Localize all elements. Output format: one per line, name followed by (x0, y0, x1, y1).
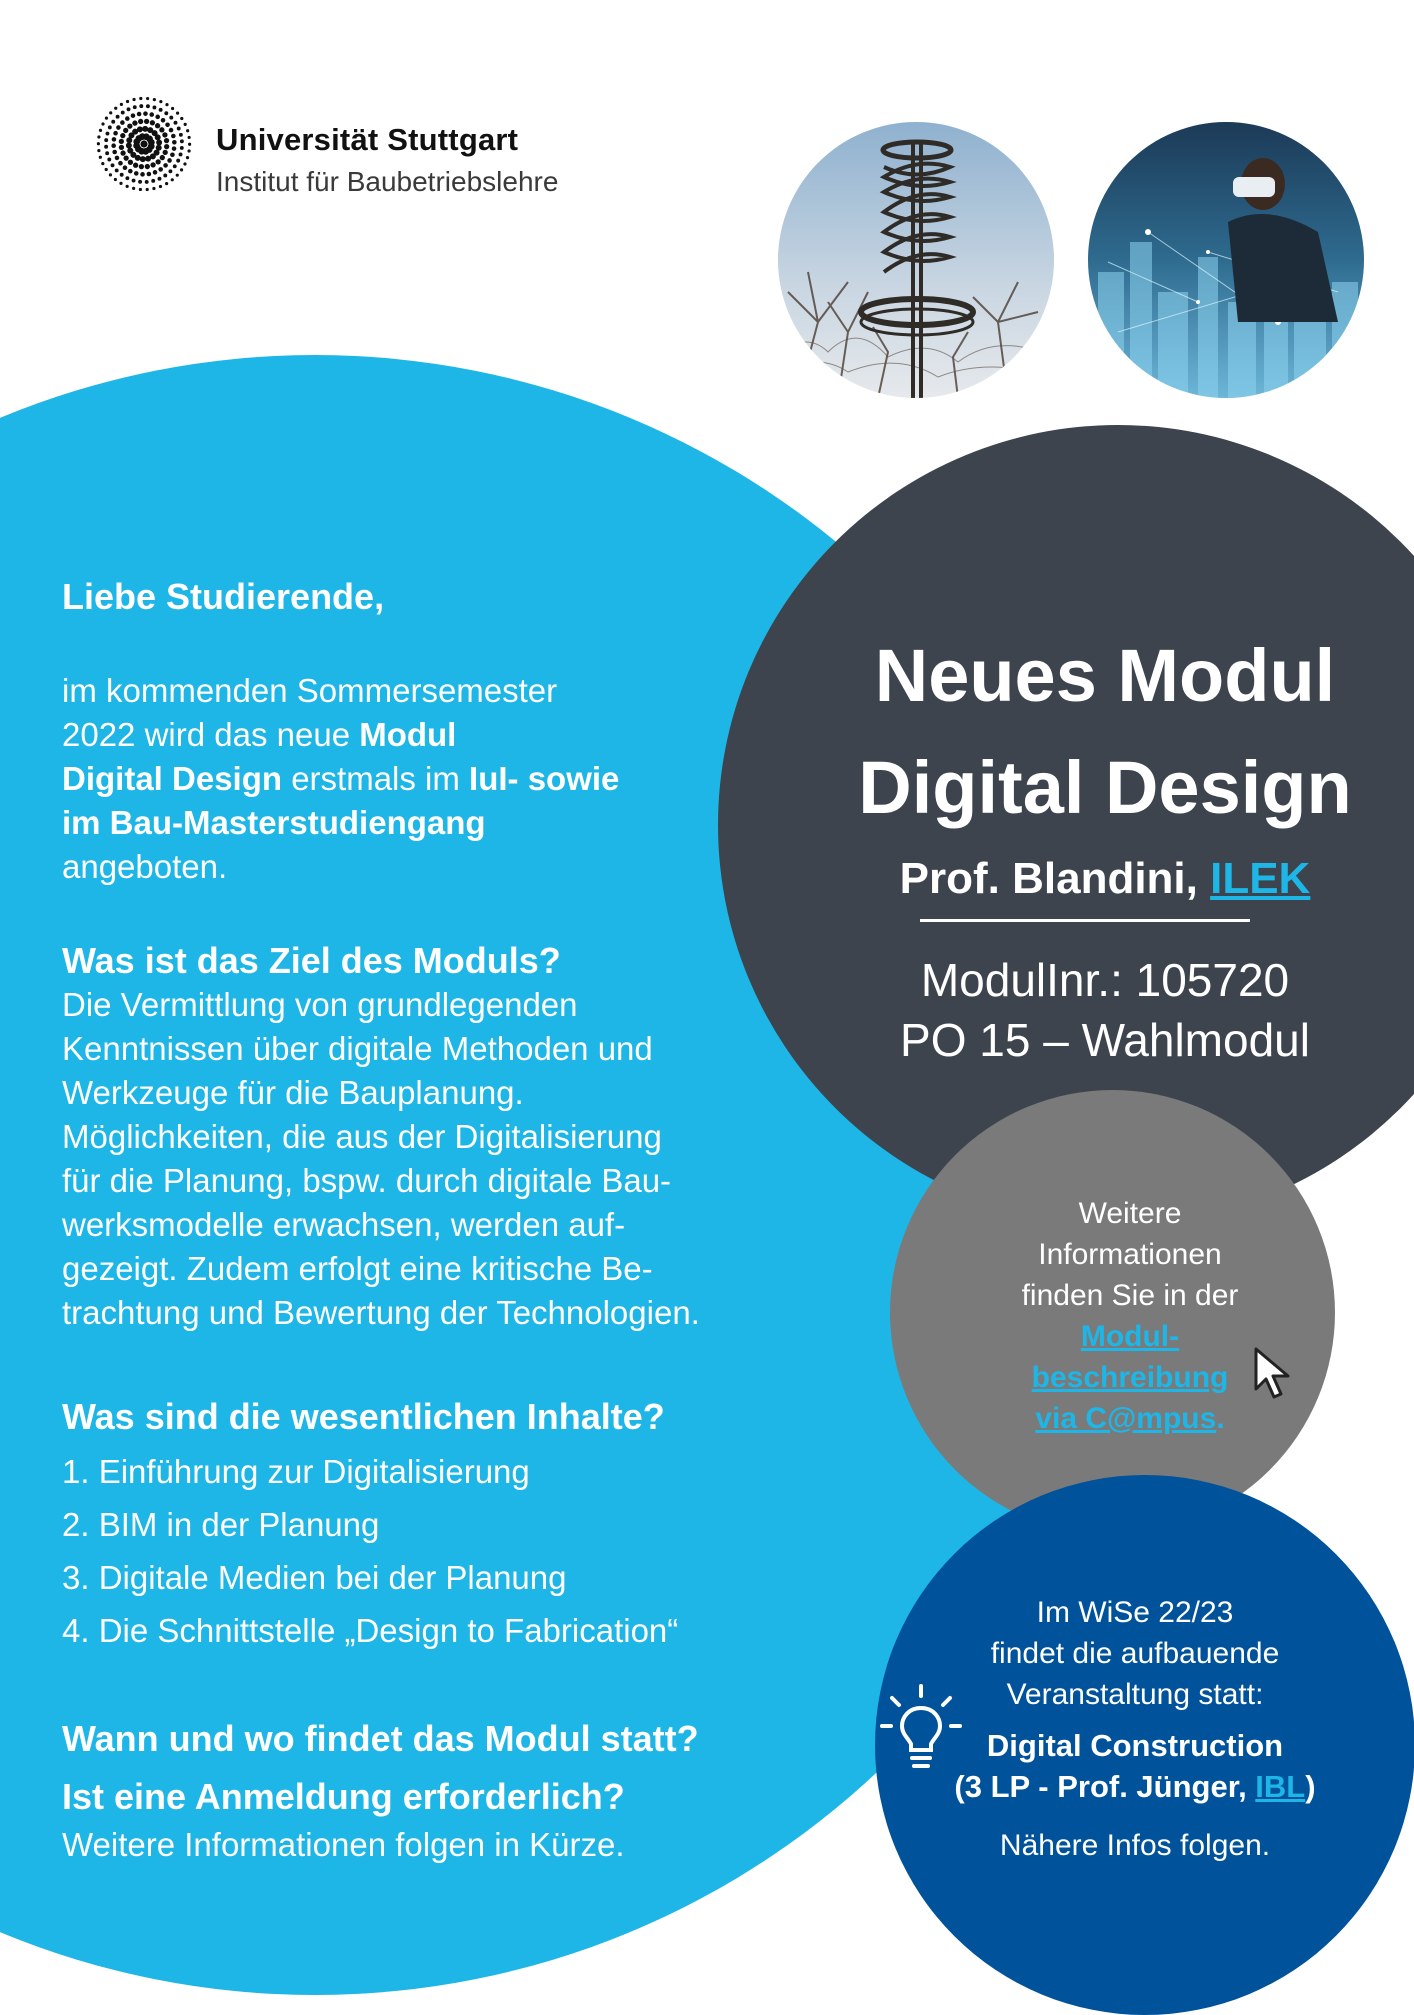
logo-dot (143, 111, 148, 116)
logo-dot (155, 115, 160, 120)
logo-dot (127, 123, 132, 128)
logo-dot (170, 152, 175, 157)
logo-dot (179, 133, 183, 137)
logo-dot (112, 150, 117, 155)
logo-dot (120, 173, 124, 177)
logo-dot (107, 158, 111, 162)
logo-dot (111, 163, 115, 167)
logo-dot (164, 111, 168, 115)
logo-dot (137, 112, 142, 117)
logo-dot (126, 185, 129, 188)
logo-dot (132, 98, 135, 101)
logo-dot (180, 117, 183, 120)
logo-dot (133, 105, 137, 109)
logo-dot (156, 140, 162, 146)
logo-dot (159, 108, 163, 112)
logo-dot (111, 143, 116, 148)
goal-line: Kenntnissen über digitale Methoden und (62, 1030, 653, 1067)
logo-dot (145, 180, 149, 184)
logo-dot (105, 168, 108, 171)
logo-dot (177, 127, 181, 131)
university-name: Universität Stuttgart (216, 122, 519, 157)
logo-dot (152, 106, 156, 110)
logo-dot (169, 116, 173, 120)
lightbulb-icon (878, 1680, 964, 1780)
logo-dot (99, 129, 102, 132)
logo-dot (160, 155, 165, 160)
institute-name: Institut für Baubetriebslehre (216, 166, 559, 197)
logo-dot (97, 142, 100, 145)
goal-line: gezeigt. Zudem erfolgt eine kritische Be- (62, 1250, 653, 1287)
logo-dot (150, 162, 155, 167)
logo-dot (126, 142, 132, 148)
logo-dot (151, 179, 155, 183)
logo-dot (101, 162, 104, 165)
logo-dot (145, 164, 150, 169)
intro-line-3: Digital Design erstmals im IuI- sowie (62, 760, 620, 797)
logo-dot (159, 185, 162, 188)
logo-dot (118, 161, 123, 166)
logo-dot (115, 168, 119, 172)
logo-dot (180, 146, 184, 150)
intro-line-2: 2022 wird das neue Modul (62, 716, 457, 753)
module-info (790, 950, 1414, 1070)
module-title-block (790, 620, 1414, 904)
module-title-line-2: Digital Design (858, 746, 1352, 829)
logo-dot (171, 178, 174, 181)
module-number: ModulInr.: 105720 (920, 954, 1290, 1006)
logo-dot (139, 164, 144, 169)
logo-dot (99, 156, 102, 159)
logo-dot (108, 125, 112, 129)
logo-dot (183, 162, 186, 165)
logo-dot (188, 143, 191, 146)
logo-dot (147, 172, 152, 177)
logo-dot (144, 119, 149, 124)
logo-dot (159, 100, 162, 103)
logo-dot (126, 100, 129, 103)
logo-dot (119, 182, 122, 185)
when-text: Weitere Informationen folgen in Kürze. (62, 1826, 625, 1863)
logo-dot (113, 131, 118, 136)
intro-line-4: im Bau-Masterstudiengang (62, 804, 486, 841)
logo-dot (184, 123, 187, 126)
logo-dot (165, 103, 168, 106)
logo-dot (120, 133, 125, 138)
logo-dot (138, 180, 142, 184)
more-info-text (940, 1193, 1320, 1439)
goal-text (62, 983, 862, 1335)
logo-dot (125, 176, 129, 180)
observation-tower-photo (778, 122, 1054, 398)
logo-dot (172, 146, 177, 151)
followup-line: Veranstaltung statt: (1006, 1678, 1264, 1711)
logo-dot (114, 178, 117, 181)
logo-dot (137, 126, 143, 132)
logo-dot (119, 145, 124, 150)
module-po: PO 15 – Wahlmodul (900, 1014, 1310, 1066)
goal-line: Möglichkeiten, die aus der Digitalisierung (62, 1118, 662, 1155)
vr-headset-digital-city-photo (1088, 122, 1364, 398)
goal-line: Werkzeuge für die Bauplanung. (62, 1074, 524, 1111)
logo-dot (148, 139, 155, 146)
logo-dot (97, 149, 100, 152)
list-item: 1. Einführung zur Digitalisierung (62, 1453, 530, 1490)
logo-dot (120, 103, 123, 106)
logo-dot (133, 163, 138, 168)
logo-dot (114, 107, 117, 110)
logo-dot (140, 140, 147, 147)
more-info-line: Weitere (1078, 1197, 1182, 1230)
logo-dot (163, 163, 168, 168)
logo-dot (159, 127, 164, 132)
list-item: 2. BIM in der Planung (62, 1506, 380, 1543)
logo-dot (138, 119, 143, 124)
logo-dot (180, 168, 183, 171)
logo-dot (176, 174, 179, 177)
logo-dot (173, 164, 177, 168)
logo-dot (139, 104, 143, 108)
logo-dot (119, 139, 124, 144)
greeting: Liebe Studierende, (62, 576, 385, 617)
goal-line: Die Vermittlung von grundlegenden (62, 986, 578, 1023)
when-heading: Wann und wo findet das Modul statt? (62, 1718, 699, 1759)
logo-dot (111, 120, 115, 124)
logo-dot (164, 138, 169, 143)
logo-dot (146, 188, 149, 191)
list-item: 4. Die Schnittstelle „Design to Fabrication“ (62, 1612, 679, 1649)
contents-list (62, 1445, 862, 1657)
logo-dot (171, 107, 174, 110)
logo-dot (127, 148, 133, 154)
logo-dot (104, 145, 108, 149)
ilek-link[interactable]: ILEK (1210, 854, 1311, 903)
logo-dot (186, 129, 189, 132)
logo-dot (168, 169, 172, 173)
logo-dot (153, 98, 156, 101)
logo-dot (139, 188, 142, 191)
goal-line: trachtung und Bewertung der Technologien. (62, 1294, 700, 1331)
logo-dot (123, 165, 128, 170)
logo-dot (174, 121, 178, 125)
logo-dot (125, 116, 130, 121)
logo-dot (97, 135, 100, 138)
goal-heading: Was ist das Ziel des Moduls? (62, 940, 561, 981)
goal-line: für die Planung, bspw. durch digitale Bau- (62, 1162, 672, 1199)
module-description-link-3[interactable]: via C@mpus. (1035, 1402, 1225, 1435)
more-info-line: finden Sie in der (1021, 1279, 1239, 1312)
logo-dot (152, 187, 155, 190)
logo-dot (176, 112, 179, 115)
logo-dot (140, 156, 146, 162)
logo-dot (109, 111, 112, 114)
module-title-line-1: Neues Modul (874, 634, 1336, 717)
ibl-link[interactable]: IBL (1255, 1769, 1306, 1804)
logo-dot (188, 136, 191, 139)
followup-line: findet die aufbauende (990, 1637, 1280, 1670)
contents-heading: Was sind die wesentlichen Inhalte? (62, 1396, 665, 1437)
followup-detail: (3 LP - Prof. Jünger, IBL) (954, 1769, 1316, 1804)
logo-dot (187, 149, 190, 152)
logo-dot (120, 120, 125, 125)
logo-dot (128, 169, 133, 174)
logo-dot (164, 144, 169, 149)
logo-dot (163, 174, 167, 178)
professor-line: Prof. Blandini, ILEK (899, 854, 1311, 903)
logo-dot (156, 159, 161, 164)
logo-dot (104, 138, 108, 142)
logo-dot (162, 132, 167, 137)
module-description-link-2[interactable]: beschreibung (1031, 1361, 1229, 1394)
logo-dot (149, 112, 154, 117)
intro-line-1: im kommenden Sommersemester (62, 672, 558, 709)
logo-dot (161, 118, 166, 123)
logo-dot (155, 123, 160, 128)
logo-dot (109, 173, 112, 176)
logo-dot (142, 126, 148, 132)
logo-dot (131, 113, 136, 118)
logo-dot (180, 139, 184, 143)
logo-dot (140, 172, 145, 177)
list-item: 3. Digitale Medien bei der Planung (62, 1559, 567, 1596)
logo-dot (145, 156, 151, 162)
followup-note: Nähere Infos folgen. (999, 1829, 1271, 1862)
divider (920, 919, 1250, 922)
logo-dot (165, 122, 170, 127)
logo-dot (105, 117, 108, 120)
logo-dot (171, 134, 176, 139)
logo-dot (121, 111, 125, 115)
logo-dot (132, 120, 137, 125)
logo-dot (176, 159, 180, 163)
logo-dot (116, 115, 120, 119)
more-info-line: Informationen (1038, 1238, 1222, 1271)
logo-dot (179, 152, 183, 156)
logo-dot (132, 179, 136, 183)
logo-dot (155, 134, 161, 140)
goal-line: werksmodelle erwachsen, werden auf- (62, 1206, 626, 1243)
logo-dot (158, 177, 162, 181)
logo-dot (123, 156, 128, 161)
logo-dot (116, 125, 121, 130)
dot-circle-logo-icon (94, 94, 194, 194)
logo-dot (105, 151, 109, 155)
logo-dot (132, 187, 135, 190)
logo-dot (165, 182, 168, 185)
logo-dot (139, 97, 142, 100)
intro-line-5: angeboten. (62, 848, 228, 885)
module-description-link-1[interactable]: Modul- (1080, 1320, 1180, 1353)
logo-dot (186, 156, 189, 159)
logo-dot (146, 104, 150, 108)
logo-dot (128, 160, 133, 165)
followup-text (930, 1592, 1340, 1866)
logo-dot (101, 122, 104, 125)
followup-course: Digital Construction (986, 1728, 1284, 1763)
logo-dot (120, 150, 125, 155)
logo-dot (146, 97, 149, 100)
logo-dot (169, 128, 174, 133)
logo-dot (153, 170, 158, 175)
logo-dot (115, 156, 120, 161)
logo-dot (127, 107, 131, 111)
logo-dot (134, 171, 139, 176)
logo-dot (167, 158, 172, 163)
followup-line: Im WiSe 22/23 (1036, 1596, 1234, 1629)
registration-heading: Ist eine Anmeldung erforderlich? (62, 1776, 625, 1817)
logo-dot (163, 150, 168, 155)
mouse-pointer-icon (1250, 1345, 1300, 1401)
logo-dot (156, 145, 162, 151)
logo-dot (150, 120, 155, 125)
logo-dot (106, 132, 110, 136)
logo-dot (172, 140, 177, 145)
logo-dot (112, 137, 117, 142)
logo-dot (123, 128, 128, 133)
logo-dot (158, 167, 163, 172)
